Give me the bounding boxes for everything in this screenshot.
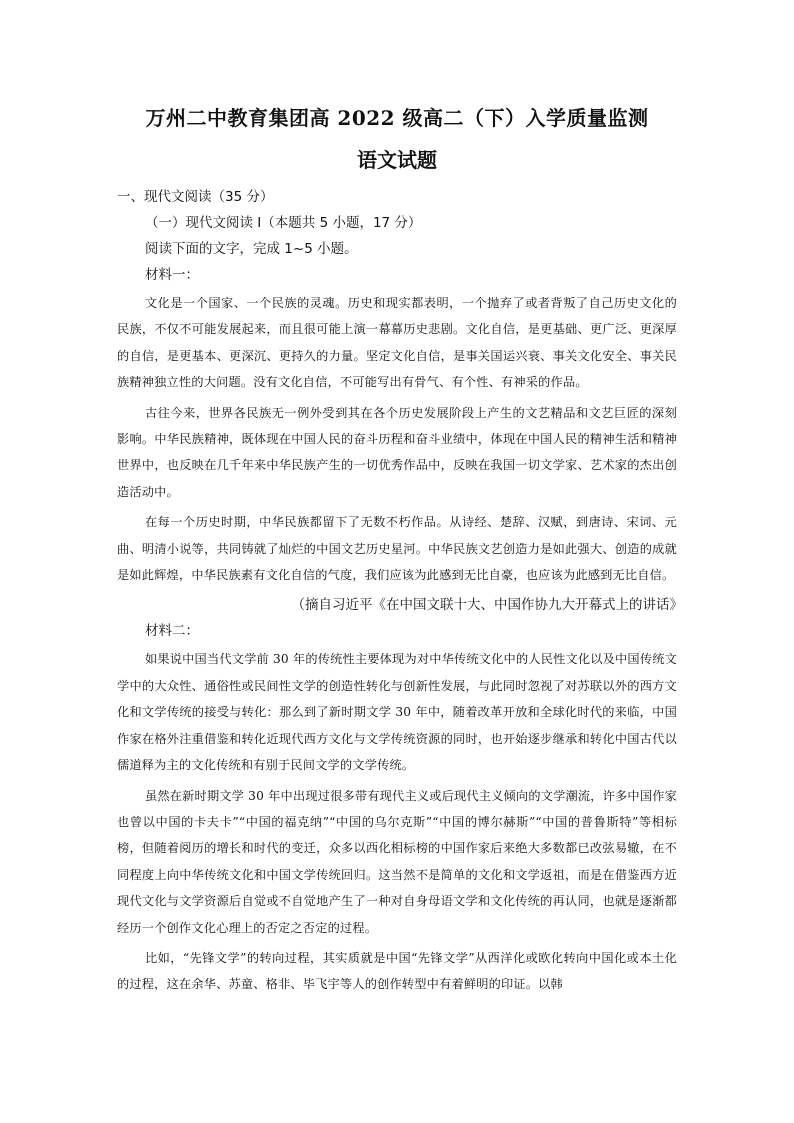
section-heading: 一、现代文阅读（35 分） xyxy=(117,189,274,205)
document-title: 万州二中教育集团高 2022 级高二（下）入学质量监测 xyxy=(145,106,649,130)
reading-instruction: 阅读下面的文字，完成 1~5 小题。 xyxy=(145,241,358,257)
material-1-label: 材料一： xyxy=(145,267,199,283)
document-subtitle: 语文试题 xyxy=(357,148,437,172)
material-1-source: （摘自习近平《在中国文联十大、中国作协九大开幕式上的讲话》 xyxy=(291,597,683,614)
material-1-paragraph: 在每一个历史时期，中华民族都留下了无数不朽作品。从诗经、楚辞、汉赋，到唐诗、宋词、元曲、明清小说等，共同铸就了灿烂的中国文艺历史星河。中华民族文艺创造力是如此强大、创造的成就是如此辉煌，中华民族素有文化自信的气度，我们应该为此感到无比自豪，也应该为此感到无比自信。 xyxy=(117,515,677,583)
material-2-label: 材料二： xyxy=(145,623,199,640)
material-2-paragraph: 如果说中国当代文学前 30 年的传统性主要体现为对中华传统文化中的人民性文化以及中国传统文学中的大众性、通俗性或民间性文学的创造性转化与创新性发展，与此同时忽视了对苏联以外的西方文化和文学传统的接受与转化：那么到了新时期文学 30 年中，随着改革开放和全球化时代的来临，中国作家在格外注重借鉴和转化近现代西方文化与文学传统资源的同时，也开始逐步继承和转化中国古代以儒道释为主的文化传统和有别于民间文学的文学传统。 xyxy=(117,652,677,773)
subsection-heading: （一）现代文阅读 I（本题共 5 小题，17 分） xyxy=(145,215,422,231)
material-1-paragraph: 文化是一个国家、一个民族的灵魂。历史和现实都表明，一个抛弃了或者背叛了自己历史文化的民族，不仅不可能发展起来，而且很可能上演一幕幕历史悲剧。文化自信，是更基础、更广泛、更深厚的自信，是更基本、更深沉、更持久的力量。坚定文化自信，是事关国运兴衰、事关文化安全、事关民族精神独立性的大问题。没有文化自信，不可能写出有骨气、有个性、有神采的作品。 xyxy=(117,296,677,390)
material-1-paragraph: 古往今来，世界各民族无一例外受到其在各个历史发展阶段上产生的文艺精品和文艺巨匠的深刻影响。中华民族精神，既体现在中国人民的奋斗历程和奋斗业绩中，体现在中国人民的精神生活和精神世界中，也反映在几千年来中华民族产生的一切优秀作品中，反映在我国一切文学家、艺术家的杰出创造活动中。 xyxy=(117,405,677,499)
material-2-paragraph: 比如，“先锋文学”的转向过程，其实质就是中国“先锋文学”从西洋化或欧化转向中国化或本土化的过程，这在余华、苏童、格非、毕飞宇等人的创作转型中有着鲜明的印证。以韩 xyxy=(117,950,677,992)
material-2-paragraph: 虽然在新时期文学 30 年中出现过很多带有现代主义或后现代主义倾向的文学潮流，许多中国作家也曾以中国的卡夫卡”“中国的福克纳”“中国的乌尔克斯”“中国的博尔赫斯”“中国的普鲁斯特”等相标榜，但随着阅历的增长和时代的变迁，众多以西化相标榜的中国作家后来绝大多数都已改弦易辙，在不同程度上向中华传统文化和中国文学传统回归。这当然不是简单的文化和文学返祖，而是在借鉴西方近现代文化与文学资源后自觉或不自觉地产生了一种对自身母语文学和文化传统的再认同，也就是逐渐都经历一个创作文化心理上的否定之否定的过程。 xyxy=(117,788,677,935)
